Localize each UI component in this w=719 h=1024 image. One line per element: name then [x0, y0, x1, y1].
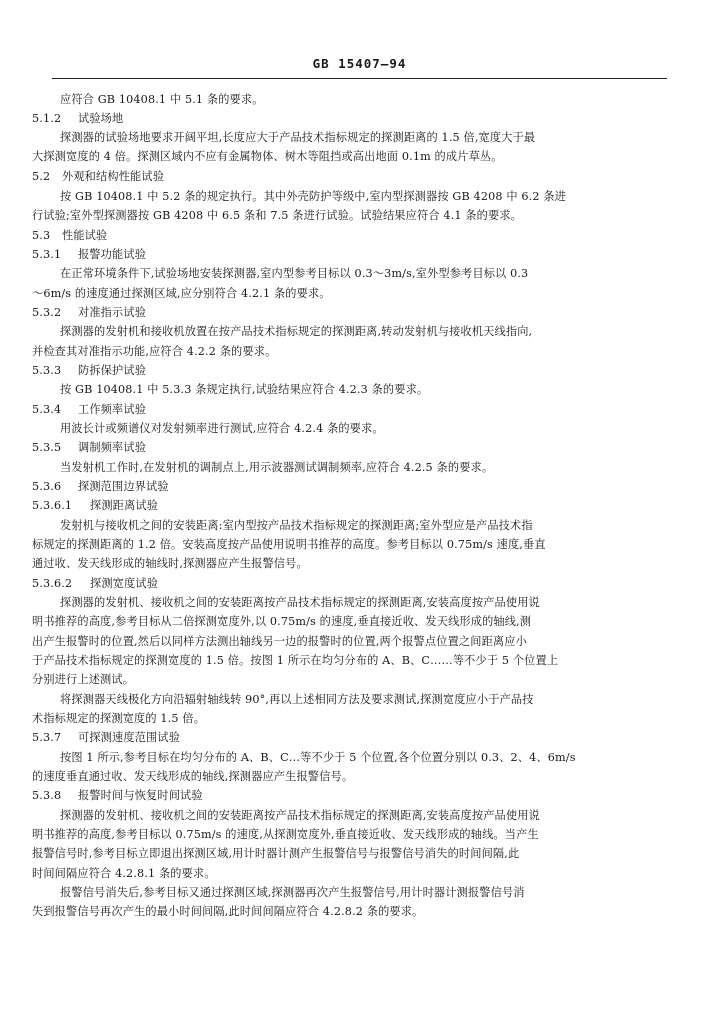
section-title: 调制频率试验	[78, 441, 147, 454]
standard-number-header: GB 15407—94	[312, 56, 407, 71]
body-line: 发射机与接收机之间的安装距离:室内型按产品技术指标规定的探测距离;室外型应是产品技术指	[60, 519, 533, 532]
body-line: 探测器的发射机、接收机之间的安装距离按产品技术指标规定的探测距离,安装高度按产品使用说	[60, 596, 540, 609]
section-title: 性能试验	[62, 229, 108, 242]
body-line: 行试验;室外型探测器按 GB 4208 中 6.5 条和 7.5 条进行试验。试验结果应符合 4.1 条的要求。	[32, 209, 522, 222]
body-line: 的速度垂直通过收、发天线形成的轴线,探测器应产生报警信号。	[32, 770, 354, 783]
section-number: 5.3.5	[32, 441, 62, 454]
section-number: 5.3.7	[32, 731, 62, 744]
body-line: 标规定的探测距离的 1.2 倍。安装高度按产品使用说明书推荐的高度。参考目标以 0.75m/s 速度,垂直	[32, 538, 546, 551]
section-number: 5.3.3	[32, 364, 62, 377]
section-heading	[32, 731, 180, 745]
section-heading	[32, 577, 158, 591]
body-line: 用波长计或频谱仪对发射频率进行测试,应符合 4.2.4 条的要求。	[60, 422, 384, 435]
body-line: 探测器的试验场地要求开阔平坦,长度应大于产品技术指标规定的探测距离的 1.5 倍,宽度大于最	[60, 131, 536, 144]
section-title: 可探测速度范围试验	[78, 731, 181, 744]
body-line: 在正常环境条件下,试验场地安装探测器,室内型参考目标以 0.3～3m/s,室外型参考目标以 0.3	[60, 267, 529, 280]
section-number: 5.2	[32, 170, 51, 183]
body-line: 报警信号时,参考目标立即退出探测区域,用计时器计测产生报警信号与报警信号消失的时间间隔,此	[32, 847, 520, 860]
section-title: 外观和结构性能试验	[62, 170, 165, 183]
section-number: 5.3.8	[32, 789, 62, 802]
body-line: 明书推荐的高度,参考目标以 0.75m/s 的速度,从探测宽度外,垂直接近收、发天线形成的轴线。当产生	[32, 828, 539, 841]
section-title: 试验场地	[78, 112, 124, 125]
body-line: 探测器的发射机、接收机之间的安装距离按产品技术指标规定的探测距离,安装高度按产品使用说	[60, 809, 540, 822]
body-line: 术指标规定的探测宽度的 1.5 倍。	[32, 712, 206, 725]
section-heading	[32, 364, 146, 378]
section-heading	[32, 112, 123, 126]
body-line: 报警信号消失后,参考目标又通过探测区域,探测器再次产生报警信号,用计时器计测报警信号消	[60, 886, 525, 899]
body-line: 于产品技术指标规定的探测宽度的 1.5 倍。按图 1 所示在均匀分布的 A、B、C……等不少于 5 个位置上	[32, 654, 559, 667]
section-title: 防拆保护试验	[78, 364, 147, 377]
section-title: 对准指示试验	[78, 306, 147, 319]
body-line: 探测器的发射机和接收机放置在按产品技术指标规定的探测距离,转动发射机与接收机天线指向,	[60, 325, 533, 338]
body-line: 失到报警信号再次产生的最小时间间隔,此时间间隔应符合 4.2.8.2 条的要求。	[32, 905, 424, 918]
section-number: 5.3.2	[32, 306, 62, 319]
body-line: 分别进行上述测试。	[32, 673, 135, 686]
section-heading	[32, 499, 158, 513]
section-heading	[32, 248, 146, 262]
body-line: 当发射机工作时,在发射机的调制点上,用示波器测试调制频率,应符合 4.2.5 条的要求。	[60, 461, 494, 474]
body-line: ～6m/s 的速度通过探测区域,应分别符合 4.2.1 条的要求。	[32, 287, 331, 300]
section-heading	[32, 306, 146, 320]
section-number: 5.3.6	[32, 480, 62, 493]
body-line: 应符合 GB 10408.1 中 5.1 条的要求。	[60, 93, 264, 106]
body-line: 明书推荐的高度,参考目标从二倍探测宽度外,以 0.75m/s 的速度,垂直接近收、发天线形成的轴线,测	[32, 615, 532, 628]
section-number: 5.3.6.2	[32, 577, 73, 590]
header-rule	[52, 78, 667, 79]
section-title: 报警功能试验	[78, 248, 147, 261]
section-heading	[32, 441, 146, 455]
body-line: 并检查其对准指示功能,应符合 4.2.2 条的要求。	[32, 345, 277, 358]
body-line: 按 GB 10408.1 中 5.2 条的规定执行。其中外壳防护等级中,室内型探测器按 GB 4208 中 6.2 条进	[60, 190, 567, 203]
section-title: 探测宽度试验	[90, 577, 159, 590]
section-title: 报警时间与恢复时间试验	[78, 789, 203, 802]
section-title: 探测范围边界试验	[78, 480, 169, 493]
body-line: 大探测宽度的 4 倍。探测区域内不应有金属物体、树木等阻挡或高出地面 0.1m 的成片草丛。	[32, 150, 503, 163]
body-line: 出产生报警时的位置,然后以同样方法测出轴线另一边的报警时的位置,两个报警点位置之间距离应小	[32, 635, 527, 648]
section-title: 探测距离试验	[90, 499, 159, 512]
body-line: 时间间隔应符合 4.2.8.1 条的要求。	[32, 867, 216, 880]
section-heading	[32, 229, 107, 243]
section-heading	[32, 170, 164, 184]
section-number: 5.3.4	[32, 403, 62, 416]
section-number: 5.3	[32, 229, 51, 242]
section-number: 5.3.6.1	[32, 499, 73, 512]
body-line: 按图 1 所示,参考目标在均匀分布的 A、B、C…等不少于 5 个位置,各个位置分别以 0.3、2、4、6m/s	[60, 751, 576, 764]
section-number: 5.3.1	[32, 248, 62, 261]
section-title: 工作频率试验	[78, 403, 147, 416]
section-number: 5.1.2	[32, 112, 62, 125]
body-line: 通过收、发天线形成的轴线时,探测器应产生报警信号。	[32, 557, 308, 570]
body-line: 将探测器天线极化方向沿辐射轴线转 90°,再以上述相同方法及要求测试,探测宽度应小于产品技	[60, 693, 534, 706]
section-heading	[32, 789, 203, 803]
section-heading	[32, 403, 146, 417]
body-line: 按 GB 10408.1 中 5.3.3 条规定执行,试验结果应符合 4.2.3 条的要求。	[60, 383, 429, 396]
section-heading	[32, 480, 169, 494]
